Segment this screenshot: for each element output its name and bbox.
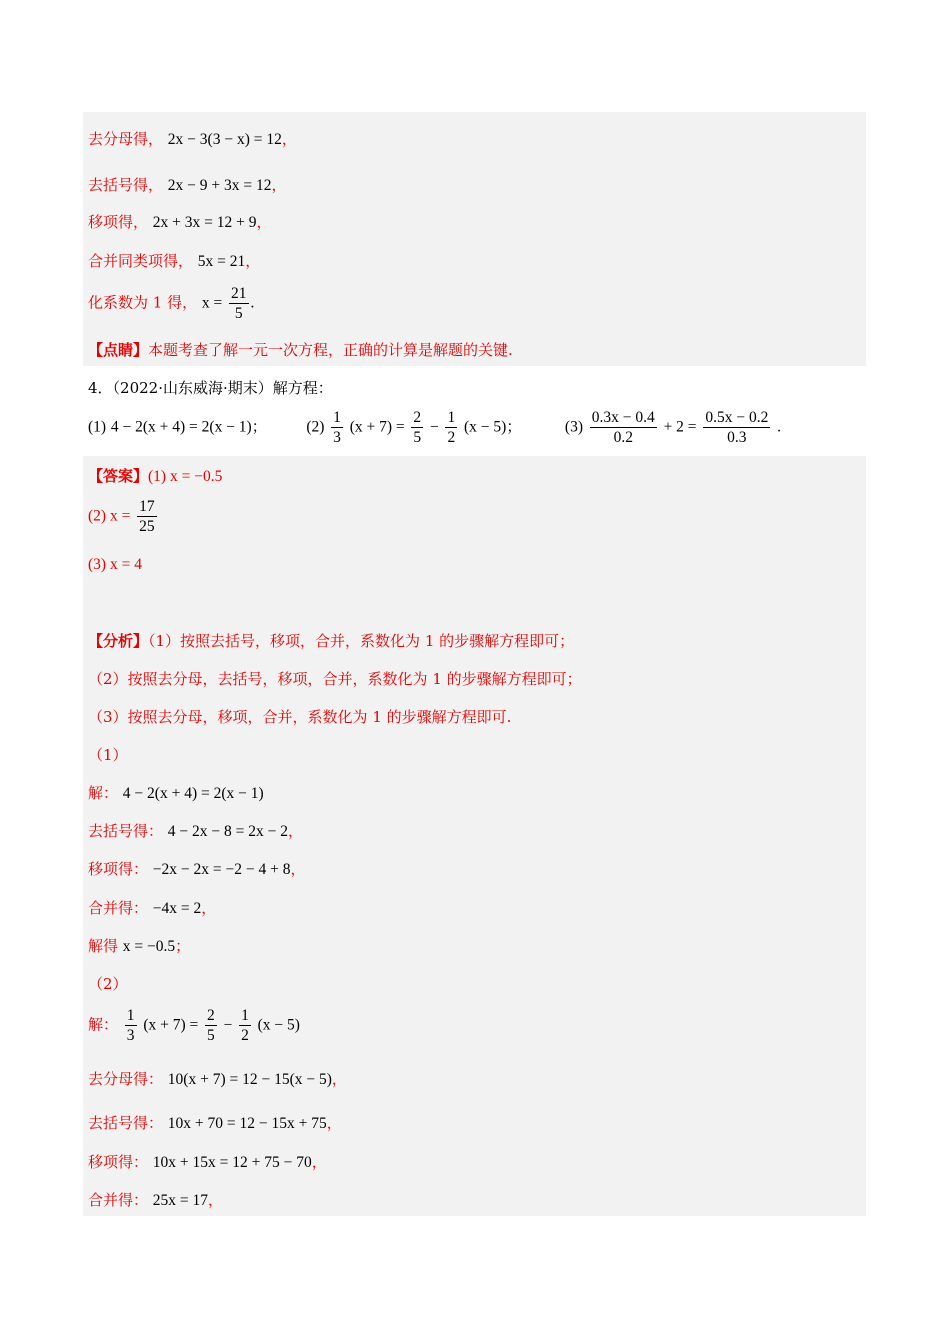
denominator: 5 bbox=[234, 305, 243, 322]
fraction bbox=[137, 497, 157, 536]
step-label: 合并得： bbox=[88, 1191, 149, 1209]
numerator: 1 bbox=[241, 1007, 249, 1024]
solution1-step3 bbox=[88, 858, 306, 879]
denominator: 2 bbox=[241, 1027, 249, 1044]
comment-tag: 【点睛】 bbox=[88, 341, 149, 359]
equation-tail: (x − 5) bbox=[257, 1016, 300, 1034]
minus-sign: − bbox=[223, 1016, 233, 1034]
numerator: 1 bbox=[447, 409, 456, 426]
analysis-line-1 bbox=[88, 630, 574, 651]
punctuation: ； bbox=[175, 937, 191, 955]
fraction bbox=[229, 284, 249, 323]
step-label: 去分母得， bbox=[88, 130, 164, 148]
step-label: 合并同类项得， bbox=[88, 252, 194, 270]
numerator: 0.3x − 0.4 bbox=[591, 409, 655, 426]
part3-label: (3) bbox=[564, 418, 583, 436]
answer-line-3 bbox=[88, 555, 142, 574]
equation-middle: (x + 7) = bbox=[143, 1016, 199, 1034]
step-label: 解： bbox=[88, 1015, 119, 1034]
solution-panel-top bbox=[83, 112, 866, 366]
denominator: 5 bbox=[413, 429, 422, 446]
denominator: 0.3 bbox=[727, 429, 747, 446]
equation: 2x + 3x = 12 + 9 bbox=[152, 214, 257, 231]
equation-lhs: x = bbox=[201, 294, 223, 312]
fraction bbox=[125, 1006, 137, 1045]
step-clear-denominator bbox=[88, 128, 297, 149]
solution2-step5 bbox=[88, 1189, 223, 1210]
comment-text: 本题考查了解一元一次方程，正确的计算是解题的关键. bbox=[148, 341, 513, 359]
fraction bbox=[411, 408, 423, 447]
fraction bbox=[703, 408, 770, 447]
step-label: 移项得， bbox=[88, 213, 149, 231]
solution2-step4 bbox=[88, 1151, 327, 1172]
equation: 10(x + 7) = 12 − 15(x − 5) bbox=[167, 1071, 332, 1088]
numerator: 0.5x − 0.2 bbox=[705, 409, 769, 426]
step-label: 化系数为 1 得， bbox=[88, 293, 198, 312]
fraction bbox=[590, 408, 657, 447]
equation: 4 − 2x − 8 = 2x − 2 bbox=[167, 823, 289, 840]
equation: 2x − 3(3 − x) = 12 bbox=[167, 131, 282, 148]
step-label: 移项得： bbox=[88, 1153, 149, 1171]
denominator: 3 bbox=[126, 1027, 135, 1044]
analysis-tag: 【分析】 bbox=[88, 632, 149, 650]
answer-line-2 bbox=[88, 497, 159, 536]
equation: x = −0.5 bbox=[122, 938, 176, 955]
answer-line-1 bbox=[88, 465, 222, 486]
solution1-step1 bbox=[88, 782, 264, 803]
step-label: 去括号得， bbox=[88, 176, 164, 194]
solution1-step5 bbox=[88, 935, 190, 956]
part1-end: ； bbox=[251, 417, 267, 436]
answer-3: (3) x = 4 bbox=[88, 556, 142, 573]
denominator: 2 bbox=[447, 429, 456, 446]
punctuation: ， bbox=[208, 1191, 224, 1209]
denominator: 3 bbox=[333, 429, 341, 446]
equation: 10x + 70 = 12 − 15x + 75 bbox=[167, 1115, 327, 1132]
answer-tag: 【答案】 bbox=[88, 467, 149, 485]
numerator: 2 bbox=[413, 409, 422, 426]
part2-middle: (x + 7) = bbox=[349, 418, 405, 436]
step-label: 合并得： bbox=[88, 899, 149, 917]
step-normalize-coefficient: 化系数为 1 得， x = $\frac{21}{5}$ . bbox=[88, 285, 255, 322]
fraction bbox=[331, 408, 343, 447]
part1-equation: 4 − 2(x + 4) = 2(x − 1) bbox=[110, 418, 252, 436]
equation: 4 − 2(x + 4) = 2(x − 1) bbox=[122, 785, 264, 802]
solution1-step2 bbox=[88, 820, 303, 841]
analysis-text: （1）按照去括号，移项，合并，系数化为 1 的步骤解方程即可； bbox=[148, 632, 575, 650]
step-label: 去括号得： bbox=[88, 1114, 164, 1132]
fraction bbox=[445, 408, 457, 447]
solution2-step2 bbox=[88, 1068, 347, 1089]
numerator: 1 bbox=[126, 1007, 135, 1024]
question-parts bbox=[88, 408, 781, 447]
punctuation: ， bbox=[245, 252, 261, 270]
numerator: 2 bbox=[207, 1007, 215, 1024]
part3-middle: + 2 = bbox=[663, 418, 697, 436]
part2-label: (2) bbox=[306, 418, 325, 436]
step-label: 解得 bbox=[88, 937, 119, 955]
punctuation: ， bbox=[290, 860, 306, 878]
punctuation: ， bbox=[281, 130, 297, 148]
analysis-line-2: （2）按照去分母，去括号，移项，合并，系数化为 1 的步骤解方程即可； bbox=[88, 670, 582, 688]
numerator: 1 bbox=[333, 409, 341, 426]
equation: 25x = 17 bbox=[152, 1192, 209, 1209]
step-label: 移项得： bbox=[88, 860, 149, 878]
part3-end: . bbox=[777, 418, 781, 436]
punctuation: ， bbox=[271, 176, 287, 194]
comment-line bbox=[88, 339, 513, 360]
minus-sign: − bbox=[429, 418, 439, 436]
answer-2-label: (2) x = bbox=[88, 507, 131, 525]
solution1-head: （1） bbox=[88, 746, 128, 764]
denominator: 25 bbox=[139, 518, 155, 535]
step-label: 去括号得： bbox=[88, 822, 164, 840]
denominator: 0.2 bbox=[613, 429, 633, 446]
question-header: 4．（2022·山东威海·期末）解方程： bbox=[88, 379, 333, 397]
step-move-terms bbox=[88, 211, 272, 232]
numerator: 17 bbox=[139, 498, 155, 515]
equation: 5x = 21 bbox=[197, 253, 246, 270]
equation: −4x = 2 bbox=[152, 900, 202, 917]
part2-end: ； bbox=[506, 417, 522, 436]
analysis-line-3: （3）按照去分母，移项，合并，系数化为 1 的步骤解方程即可. bbox=[88, 708, 512, 726]
equation: 10x + 15x = 12 + 75 − 70 bbox=[152, 1154, 312, 1171]
denominator: 5 bbox=[207, 1027, 215, 1044]
step-remove-brackets bbox=[88, 174, 287, 195]
punctuation: ， bbox=[288, 822, 304, 840]
punctuation: ， bbox=[326, 1114, 342, 1132]
solution1-step4 bbox=[88, 897, 216, 918]
fraction bbox=[239, 1006, 251, 1045]
fraction bbox=[205, 1006, 217, 1045]
numerator: 21 bbox=[231, 285, 247, 302]
solution2-head: （2） bbox=[88, 975, 128, 993]
punctuation: ， bbox=[256, 213, 272, 231]
equation: −2x − 2x = −2 − 4 + 8 bbox=[152, 861, 291, 878]
equation: 2x − 9 + 3x = 12 bbox=[167, 177, 272, 194]
punctuation: ， bbox=[331, 1070, 347, 1088]
step-combine-like-terms bbox=[88, 250, 260, 271]
solution2-step1 bbox=[88, 1006, 300, 1045]
part2-tail: (x − 5) bbox=[464, 418, 507, 436]
step-label: 解： bbox=[88, 784, 119, 802]
step-label: 去分母得： bbox=[88, 1070, 164, 1088]
part1-label: (1) bbox=[88, 418, 107, 436]
solution2-step3 bbox=[88, 1112, 342, 1133]
punctuation: ， bbox=[311, 1153, 327, 1171]
answer-1: (1) x = −0.5 bbox=[148, 468, 223, 485]
punctuation: ， bbox=[201, 899, 217, 917]
